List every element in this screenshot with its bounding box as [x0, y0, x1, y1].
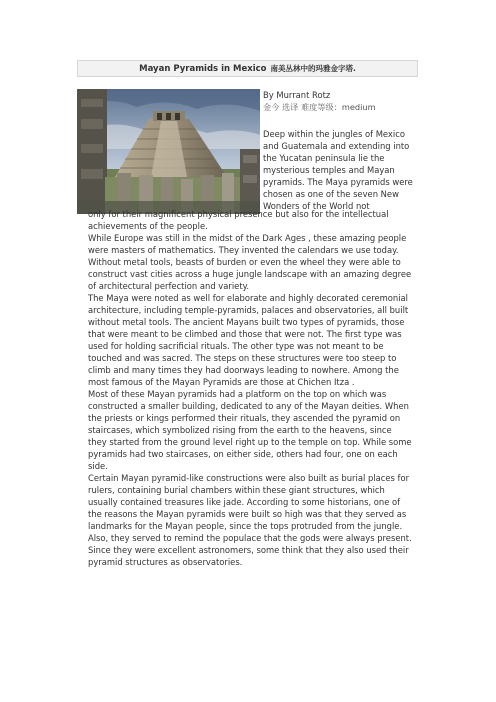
article-body — [88, 208, 413, 568]
paragraph-burial: Certain Mayan pyramid-like constructions were also built as burial places for rulers, containing burial chambers within these giant structures, which usually contained treasures like jade. According to some historians, one of the reasons the Mayan pyramids were built so high was that they served as landmarks for the Mayan people, since the tops protruded from the jungle. Also, they served to remind the populace that the gods were always present. Since they were excellent astronomers, some think that they also used their pyramid structures as observatories. — [88, 473, 412, 567]
difficulty-label-chinese: 金今 选译 难度等级： — [263, 102, 342, 112]
paragraph-dark-ages: While Europe was still in the midst of the Dark Ages , these amazing people were masters of mathematics. They invented the calendars we use today. Without metal tools, beasts of burden or even the wheel they were able to construct vast cities across a huge jungle landscape with an amazing degree of architectural perfection and variety. — [88, 233, 412, 291]
difficulty-line — [263, 101, 376, 113]
paragraph-platforms: Most of these Mayan pyramids had a platform on the top on which was constructed a smaller building, dedicated to any of the Mayan deities. When the priests or kings performed their rituals, they ascended the pyramid on staircases, which symbolized rising from the earth to the heavens, since they started from the ground level right up to the temple on top. While some pyramids had two staircases, on either side, others had four, one on each side. — [88, 389, 412, 471]
pyramid-photo — [77, 89, 260, 214]
paragraph-architecture: The Maya were noted as well for elaborate and highly decorated ceremonial architecture, including temple-pyramids, palaces and observatories, all built without metal tools. The ancient Mayans built two types of pyramids, those that were meant to be climbed and those that were not. The first type was used for holding sacrificial rituals. The other type was not meant to be touched and was sacred. The steps on these structures were too steep to climb and many times they had doorways leading to nowhere. Among the most famous of the Mayan Pyramids are those at Chichen Itza . — [88, 293, 409, 387]
article-title-bar — [77, 60, 418, 77]
intro-paragraph: Deep within the jungles of Mexico and Guatemala and extending into the Yucatan peninsula lie the mysterious temples and Mayan pyramids. The Maya pyramids were chosen as one of the seven New Wonders of the World not — [263, 129, 413, 211]
author-byline: By Murrant Rotz — [263, 90, 331, 100]
article-title: Mayan Pyramids in Mexico — [139, 64, 267, 74]
article-title-chinese: 南美丛林中的玛雅金字塔. — [270, 64, 356, 73]
difficulty-level: medium — [341, 102, 376, 112]
intro-paragraph-continued: only for their magnificent physical presence but also for the intellectual achievements of the people. — [88, 209, 389, 231]
